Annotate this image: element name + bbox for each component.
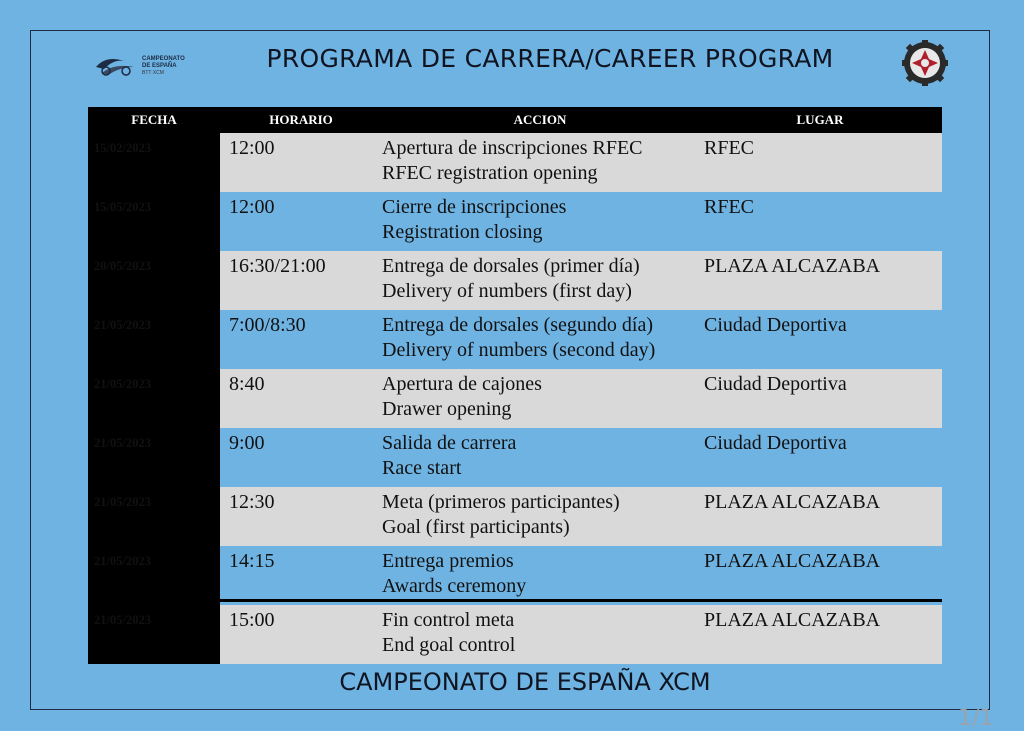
gear-cross-emblem-icon [900, 40, 950, 86]
action-english: RFEC registration opening [382, 162, 598, 184]
cell-action [382, 369, 698, 428]
cell-place: PLAZA ALCAZABA [698, 251, 942, 310]
logo-line-2: DE ESPAÑA [142, 62, 177, 69]
column-header-accion: ACCION [382, 107, 698, 133]
cell-place: PLAZA ALCAZABA [698, 487, 942, 546]
cell-time: 8:40 [220, 369, 382, 428]
action-english: Delivery of numbers (first day) [382, 280, 632, 302]
cell-place: Ciudad Deportiva [698, 310, 942, 369]
cell-action [382, 487, 698, 546]
table-row [88, 310, 942, 369]
cell-time: 12:00 [220, 133, 382, 192]
cell-date: 20/05/2023 [88, 251, 220, 310]
cell-date: 21/05/2023 [88, 428, 220, 487]
column-header-lugar: LUGAR [698, 107, 942, 133]
cell-action [382, 133, 698, 192]
logo-line-1: CAMPEONATO [142, 55, 185, 62]
action-english: Race start [382, 457, 462, 479]
action-spanish: Apertura de inscripciones RFEC [382, 137, 643, 159]
program-table [88, 107, 942, 664]
cell-time: 15:00 [220, 605, 382, 664]
table-header-row [88, 107, 942, 133]
action-spanish: Entrega premios [382, 550, 514, 572]
table-row [88, 605, 942, 664]
column-header-horario: HORARIO [220, 107, 382, 133]
action-spanish: Entrega de dorsales (primer día) [382, 255, 640, 277]
action-english: Delivery of numbers (second day) [382, 339, 656, 361]
table-row [88, 487, 942, 546]
logo-line-3: BTT XCM [142, 69, 164, 76]
cell-place: RFEC [698, 133, 942, 192]
cell-place: PLAZA ALCAZABA [698, 546, 942, 605]
table-row [88, 546, 942, 605]
cell-place: Ciudad Deportiva [698, 428, 942, 487]
action-english: End goal control [382, 634, 516, 656]
cell-action [382, 251, 698, 310]
action-english: Registration closing [382, 221, 543, 243]
cell-date: 15/05/2023 [88, 192, 220, 251]
action-english: Goal (first participants) [382, 516, 570, 538]
action-spanish: Cierre de inscripciones [382, 196, 567, 218]
action-english: Drawer opening [382, 398, 512, 420]
table-bottom-border [88, 599, 942, 602]
championship-logo [94, 52, 200, 80]
cell-time: 9:00 [220, 428, 382, 487]
cell-date: 21/05/2023 [88, 310, 220, 369]
table-row [88, 133, 942, 192]
cell-time: 12:00 [220, 192, 382, 251]
cell-action [382, 192, 698, 251]
action-english: Awards ceremony [382, 575, 527, 597]
page-number: 1/1 [958, 706, 994, 731]
cell-date: 21/05/2023 [88, 605, 220, 664]
cell-date: 15/02/2023 [88, 133, 220, 192]
cell-date: 21/05/2023 [88, 546, 220, 605]
cell-time: 14:15 [220, 546, 382, 605]
cell-action [382, 428, 698, 487]
table-row [88, 369, 942, 428]
cell-time: 7:00/8:30 [220, 310, 382, 369]
cell-date: 21/05/2023 [88, 369, 220, 428]
table-row [88, 192, 942, 251]
cyclist-swoosh-icon [94, 53, 138, 79]
action-spanish: Meta (primeros participantes) [382, 491, 620, 513]
cell-action [382, 310, 698, 369]
cell-time: 16:30/21:00 [220, 251, 382, 310]
cell-time: 12:30 [220, 487, 382, 546]
cell-place: RFEC [698, 192, 942, 251]
table-row [88, 251, 942, 310]
footer-title: CAMPEONATO DE ESPAÑA XCM [339, 668, 711, 696]
cell-action [382, 546, 698, 605]
page-title: PROGRAMA DE CARRERA/CAREER PROGRAM [266, 44, 834, 73]
cell-date: 21/05/2023 [88, 487, 220, 546]
cell-place: PLAZA ALCAZABA [698, 605, 942, 664]
action-spanish: Apertura de cajones [382, 373, 542, 395]
column-header-fecha: FECHA [88, 107, 220, 133]
action-spanish: Entrega de dorsales (segundo día) [382, 314, 654, 336]
table-row [88, 428, 942, 487]
action-spanish: Fin control meta [382, 609, 515, 631]
cell-action [382, 605, 698, 664]
action-spanish: Salida de carrera [382, 432, 517, 454]
cell-place: Ciudad Deportiva [698, 369, 942, 428]
